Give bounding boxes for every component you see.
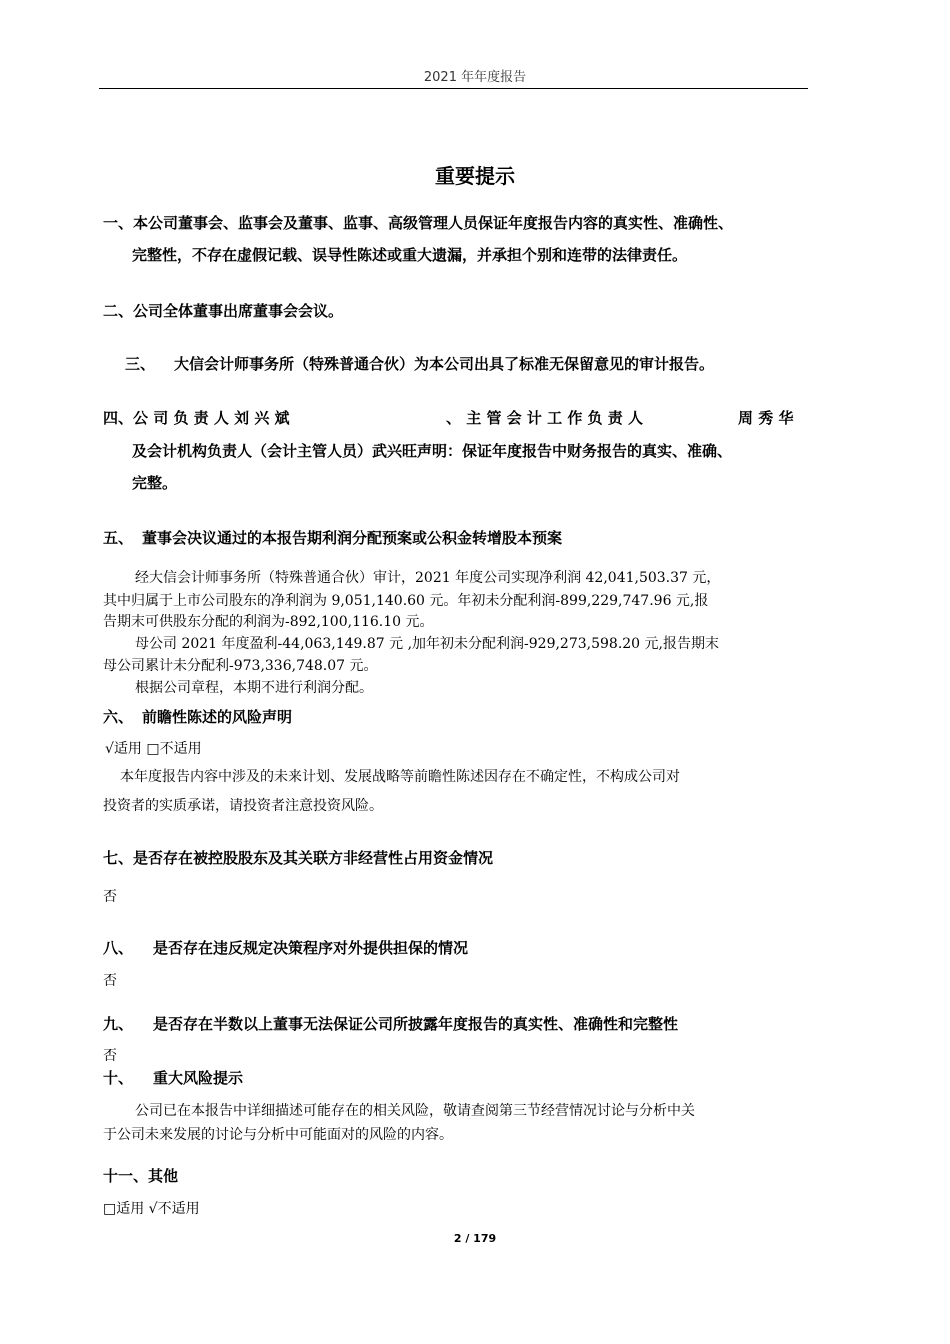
item-6-para-line-2: 投资者的实质承诺，请投资者注意投资风险。 <box>103 798 383 814</box>
item-9-title: 是否存在半数以上董事无法保证公司所披露年度报告的真实性、准确性和完整性 <box>153 1015 679 1033</box>
item-6-para-line-1: 本年度报告内容中涉及的未来计划、发展战略等前瞻性陈述因存在不确定性，不构成公司对 <box>120 769 680 785</box>
header-rule <box>99 88 808 89</box>
item-8-number: 八、 <box>103 939 134 957</box>
item-5-para-line-5: 母公司累计未分配利-973,336,748.07 元。 <box>103 658 378 674</box>
item-4-part-a: 四、公 司 负 责 人 刘 兴 斌 <box>103 409 290 427</box>
item-9-number: 九、 <box>103 1015 134 1033</box>
item-7-title: 七、是否存在被控股股东及其关联方非经营性占用资金情况 <box>103 849 494 867</box>
page-title: 重要提示 <box>435 164 515 188</box>
item-5-para-line-6: 根据公司章程，本期不进行利润分配。 <box>135 680 373 696</box>
item-10-para-line-1: 公司已在本报告中详细描述可能存在的相关风险，敬请查阅第三节经营情况讨论与分析中关 <box>135 1103 695 1119</box>
item-1-line-1: 一、本公司董事会、监事会及董事、监事、高级管理人员保证年度报告内容的真实性、准确性、 <box>103 214 734 232</box>
item-2: 二、公司全体董事出席董事会会议。 <box>103 302 344 320</box>
item-4-part-c: 周 秀 华 <box>738 409 794 427</box>
item-8-answer: 否 <box>103 973 117 989</box>
item-3-number: 三、 <box>125 355 156 373</box>
item-5-para-line-1: 经大信会计师事务所（特殊普通合伙）审计，2021 年度公司实现净利润 42,041,503.37 元， <box>135 570 721 586</box>
item-5-para-line-4: 母公司 2021 年度盈利-44,063,149.87 元 ,加年初未分配利润-929,273,598.20 元,报告期末 <box>135 636 719 652</box>
item-4-line-2: 及会计机构负责人（会计主管人员）武兴旺声明：保证年度报告中财务报告的真实、准确、 <box>132 442 733 460</box>
item-11-applicability: □适用 √不适用 <box>103 1201 200 1217</box>
item-10-number: 十、 <box>103 1069 134 1087</box>
item-4-line-3: 完整。 <box>132 474 178 492</box>
item-5-number: 五、 <box>103 529 134 547</box>
item-9-answer: 否 <box>103 1048 117 1064</box>
page-header: 2021 年年度报告 <box>423 70 527 85</box>
item-1-line-2: 完整性，不存在虚假记载、误导性陈述或重大遗漏，并承担个别和连带的法律责任。 <box>132 246 688 264</box>
item-6-applicability: √适用 □不适用 <box>105 741 202 757</box>
page-number: 2 / 179 <box>453 1232 497 1245</box>
item-5-title: 董事会决议通过的本报告期利润分配预案或公积金转增股本预案 <box>142 529 563 547</box>
item-4-part-b: 、 主 管 会 计 工 作 负 责 人 <box>446 409 644 427</box>
item-11-title: 十一、其他 <box>103 1167 179 1185</box>
item-8-title: 是否存在违反规定决策程序对外提供担保的情况 <box>153 939 469 957</box>
item-10-para-line-2: 于公司未来发展的讨论与分析中可能面对的风险的内容。 <box>103 1127 453 1143</box>
item-6-title: 前瞻性陈述的风险声明 <box>142 708 293 726</box>
item-3-text: 大信会计师事务所（特殊普通合伙）为本公司出具了标准无保留意见的审计报告。 <box>174 355 715 373</box>
item-5-para-line-2: 其中归属于上市公司股东的净利润为 9,051,140.60 元。年初未分配利润-899,229,747.96 元,报 <box>103 593 709 609</box>
item-6-number: 六、 <box>103 708 134 726</box>
item-5-para-line-3: 告期末可供股东分配的利润为-892,100,116.10 元。 <box>103 614 434 630</box>
item-7-answer: 否 <box>103 889 117 905</box>
item-10-title: 重大风险提示 <box>153 1069 244 1087</box>
